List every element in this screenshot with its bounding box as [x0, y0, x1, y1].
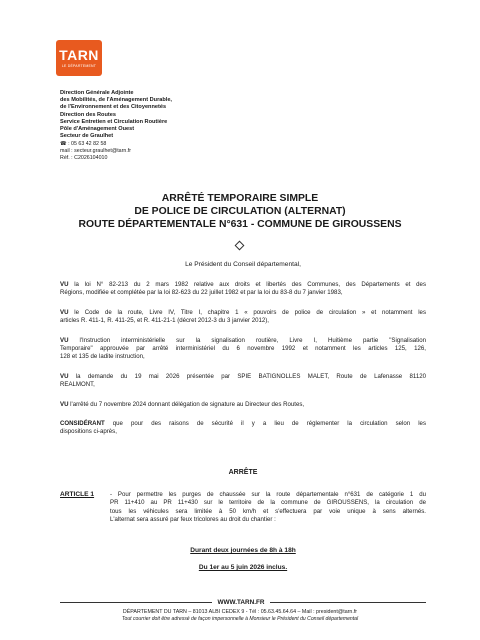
visa-keyword: VU [60, 336, 69, 344]
article-line: - Pour permettre les purges de chaussée sur la route départementale n°631 de catégorie 1 du [110, 491, 426, 498]
sender-block [60, 90, 320, 162]
sender-line: Direction des Routes [60, 111, 116, 118]
sender-line: Secteur de Graulhet [60, 133, 114, 140]
article-line: L'alternat sera assuré par feux tricolores au droit du chantier : [110, 516, 276, 524]
intro-line: Le Président du Conseil départemental, [185, 261, 301, 268]
title-line-3: ROUTE DÉPARTEMENTALE N°631 - COMMUNE DE GIROUSSENS [78, 219, 402, 230]
visa-line: Temporaire" approuvée par arrêté interministériel du 6 novembre 1992 et notamment les articles 125, 126, [60, 345, 426, 353]
sender-phone: ☎ : 05 63 42 82 58 [60, 141, 107, 148]
visa-paragraph [60, 281, 426, 298]
visa-line [60, 309, 426, 317]
visa-paragraph [60, 373, 426, 390]
logo-tagline: LE DÉPARTEMENT [61, 63, 97, 68]
sender-line: Pôle d'Aménagement Ouest [60, 126, 135, 133]
duration-dates: Du 1er au 5 juin 2026 inclus. [198, 564, 288, 571]
visa-keyword: VU [60, 400, 69, 408]
footer-note: Tout courrier doit être adressé de façon impersonnelle à Monsieur le Président du Conseil départemental [121, 616, 359, 622]
duration-block [60, 546, 426, 572]
visa-keyword: VU [60, 281, 69, 288]
sender-line: de l'Environnement et des Citoyennetés [60, 104, 167, 111]
sender-line: Direction Générale Adjointe [60, 90, 134, 96]
article-body [110, 491, 426, 525]
diamond-separator-icon [235, 241, 245, 251]
visa-keyword: VU [60, 372, 69, 380]
document-title [60, 192, 420, 231]
visa-text: la demande du 19 mai 2026 présentée par SPIE BATIGNOLLES MALET, Route de Lafenasse 81120 [75, 372, 426, 380]
footer-divider [60, 602, 212, 603]
considerant-paragraph [60, 420, 426, 437]
visa-text: la loi N° 82-213 du 2 mars 1982 relative aux droits et libertés des Communes, des Départements et des [74, 281, 426, 288]
visa-paragraph [60, 401, 426, 409]
visa-text: l'Instruction interministérielle sur la signalisation routière, Livre I, Huitième partie "Signalisation [79, 336, 426, 344]
visa-line [60, 420, 426, 428]
article-line: PR 11+410 au PR 11+430 sur le territoire de la commune de GIROUSSENS, la circulation de [110, 499, 426, 507]
duration-line [60, 563, 426, 572]
article-label: ARTICLE 1 [60, 491, 95, 498]
visa-line: dispositions ci-après, [60, 428, 117, 436]
footer-website-link[interactable]: WWW.TARN.FR [217, 599, 265, 606]
sender-mail: mail : secteur.graulhet@tarn.fr [60, 148, 132, 155]
visa-line [60, 401, 426, 409]
article-line: tous les véhicules sera limitée à 50 km/h et s'effectuera par voie unique à sens alternés. [110, 507, 426, 515]
visa-line: articles R. 411-1, R. 411-25, et R. 411-21-1 (décret 2012-3 du 3 janvier 2012), [60, 317, 269, 325]
visa-line: 128 et 135 de ladite instruction, [60, 353, 145, 361]
title-line-1: ARRÊTÉ TEMPORAIRE SIMPLE [161, 193, 319, 204]
duration-line [60, 546, 426, 555]
footer-address: DÉPARTEMENT DU TARN – 81013 ALBI CEDEX 9 - Tél : 05.63.45.64.64 – Mail : president@tarn.fr [122, 609, 358, 615]
sender-line: des Mobilités, de l'Aménagement Durable, [60, 97, 172, 104]
visas-section [60, 281, 426, 448]
sender-reference: Réf. : C2026104010 [60, 155, 108, 162]
visa-text: l'arrêté du 7 novembre 2024 donnant délégation de signature au Directeur des Routes, [70, 400, 305, 408]
visa-text: le Code de la route, Livre IV, Titre I, chapitre 1 « pouvoirs de police de circulation » et notamment les [74, 308, 426, 316]
visa-line [60, 373, 426, 381]
visa-line [60, 337, 426, 345]
footer-divider [270, 602, 426, 603]
visa-line: Régions, modifiée et complétée par la loi 82-623 du 22 juillet 1982 et par la loi du 83-8 du 7 janvier 1983, [60, 289, 343, 297]
tarn-logo [56, 40, 102, 76]
contact-block [60, 141, 320, 161]
title-line-2: DE POLICE DE CIRCULATION (ALTERNAT) [134, 206, 346, 217]
logo-word: TARN [59, 46, 99, 63]
duration-days: Durant deux journées de 8h à 18h [190, 547, 296, 554]
visa-text: que pour des raisons de sécurité il y a lieu de réglementer la circulation selon les [112, 420, 426, 428]
visa-paragraph [60, 309, 426, 326]
visa-paragraph [60, 337, 426, 362]
sender-line: Service Entretien et Circulation Routière [60, 118, 168, 125]
considerant-keyword: CONSIDÉRANT [60, 420, 105, 428]
visa-keyword: VU [60, 308, 69, 316]
visa-line [60, 281, 426, 289]
arrete-heading: ARRÊTE [228, 469, 258, 476]
visa-line: REALMONT, [60, 381, 95, 389]
